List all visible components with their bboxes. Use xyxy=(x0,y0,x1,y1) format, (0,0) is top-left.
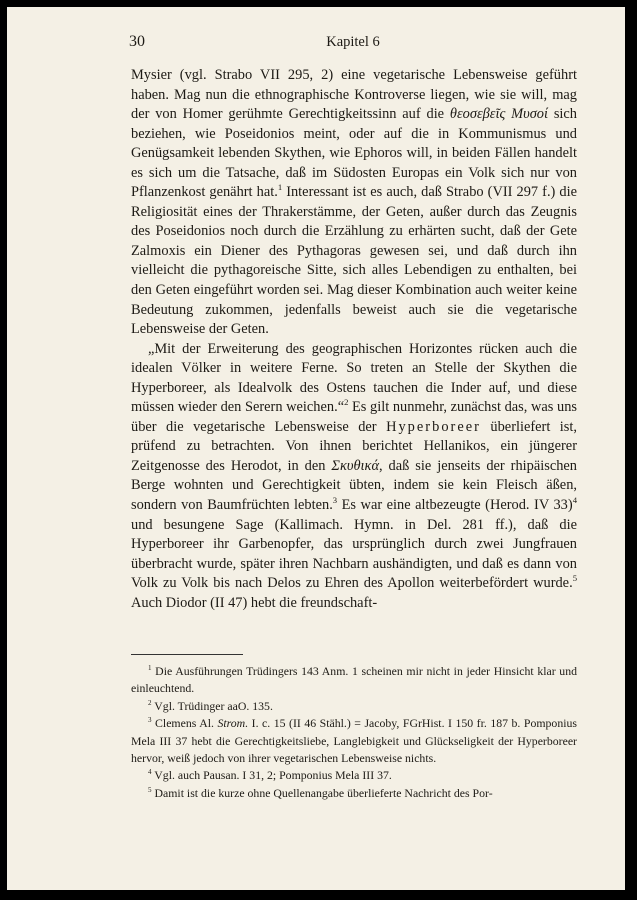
text-run: Die Ausführungen Trüdingers 143 Anm. 1 scheinen mir nicht in jeder Hinsicht klar und einleuchtend. xyxy=(131,664,577,696)
paragraph xyxy=(131,340,577,614)
footnote-marker: 2 xyxy=(344,397,349,408)
main-text xyxy=(131,66,577,613)
italic-text: θεοσεβεῖς Μυσοί xyxy=(449,106,548,123)
footnote-marker: 3 xyxy=(332,495,338,506)
footnote-marker: 2 xyxy=(148,698,152,707)
footnote-marker: 4 xyxy=(148,768,152,777)
footnote xyxy=(131,663,577,698)
footnote-marker: 5 xyxy=(148,785,152,794)
text-run: überliefert ist, prüfend zu betrachten. Von ihnen berichtet Hellanikos, ein jüngerer Zeitgenosse des Herodot, in den xyxy=(131,418,577,474)
text-run: Vgl. auch Pausan. I 31, 2; Pomponius Mela III 37. xyxy=(151,768,392,783)
text-run: Auch Diodor (II 47) hebt die freundschaft- xyxy=(131,594,378,611)
text-run: Vgl. Trüdinger aaO. 135. xyxy=(151,698,273,713)
footnotes xyxy=(131,663,577,802)
text-run: I. c. 15 (II 46 Stähl.) = Jacoby, FGrHist. I 150 fr. 187 b. Pomponius Mela III 37 hebt die Gerechtigkeitsliebe, Langlebigkeit und Glückseligkeit der Hyperboreer hervor, weiß jedoch von ihrer vegetarischen Lebensweise nichts. xyxy=(131,716,577,766)
text-run: sich beziehen, wie Poseidonios meint, oder auf die in Kommunismus und Genügsamkeit lebenden Skythen, wie Ephoros will, in beiden Fällen handelt es sich um die Tatsache, daß im Südosten Europas ein Volk sich nur von Pflanzenkost genährt hat. xyxy=(131,106,578,201)
italic-text: Σκυθικά xyxy=(331,457,379,474)
book-page xyxy=(7,7,625,890)
text-run: Damit ist die kurze ohne Quellenangabe überlieferte Nachricht des Por- xyxy=(151,785,493,800)
footnote xyxy=(131,715,577,767)
footnote-separator xyxy=(131,654,243,655)
chapter-title: Kapitel 6 xyxy=(326,34,380,50)
text-run: Es war eine altbezeugte (Herod. IV 33) xyxy=(337,497,573,514)
footnote-marker: 4 xyxy=(572,495,577,506)
text-run: , daß sie jenseits der rhipäischen Berge wohnten und Gerechtigkeit übten, indem sie kein Fleisch äßen, sondern von Baumfrüchten lebten. xyxy=(131,457,577,514)
text-run: Interessant ist es auch, daß Strabo (VII 297 f.) die Religiosität eines der Thrakerstämme, der Geten, außer durch das Zeugnis des Poseidonios noch durch die Erzählung zu erhärten sucht, daß der Gete Zalmoxis ein Diener des Pythagoras gewesen sei, und daß durch ihn vielleicht die pythagoreische Sitte, sich alles Lebendigen zu enthalten, bei den Geten eingeführt worden sei. Mag dieser Kombination auch weiter keine Bedeutung zukommen, jedenfalls beweist auch sie die vegetarische Lebensweise der Geten. xyxy=(131,184,577,338)
footnote xyxy=(131,698,577,715)
text-run: Es gilt nunmehr, zunächst das, was uns über die vegetarische Lebensweise der xyxy=(131,399,577,435)
footnote-marker: 3 xyxy=(148,716,152,725)
text-run: und besungene Sage (Kallimach. Hymn. in Del. 281 ff.), daß die Hyperboreer ihr Garbenopfer, das ursprünglich durch zwei Jungfrauen überbracht wurde, später ihren Nachbarn aushändigten, und daß es dann von Volk zu Volk bis nach Delos zu Ehren des Apollon weiterbefördert wurde. xyxy=(131,516,577,592)
footnote xyxy=(131,785,577,802)
spaced-text: Hyperboreer xyxy=(386,418,481,435)
footnote xyxy=(131,767,577,784)
footnote-marker: 1 xyxy=(148,664,152,673)
footnote-marker: 1 xyxy=(277,182,283,193)
paragraph xyxy=(131,66,577,340)
running-header xyxy=(129,33,577,55)
page-number: 30 xyxy=(129,33,145,50)
text-run: Mysier (vgl. Strabo VII 295, 2) eine vegetarische Lebensweise geführt haben. Mag nun die ethnographische Kontroverse liegen, wie sie will, mag der von Homer gerühmte Gerechtigkeitssinn auf die xyxy=(131,67,577,123)
text-run: „Mit der Erweiterung des geographischen Horizontes rücken auch die idealen Völker in weitere Ferne. So treten an Stelle der Skythen die Hyperboreer, als Idealvolk des Ostens tauchen die Inder auf, und diese müssen wieder den Serern weichen.“ xyxy=(131,340,577,416)
text-run: Clemens Al. xyxy=(151,716,218,731)
footnote-marker: 5 xyxy=(572,573,577,584)
italic-text: Strom. xyxy=(217,716,249,731)
